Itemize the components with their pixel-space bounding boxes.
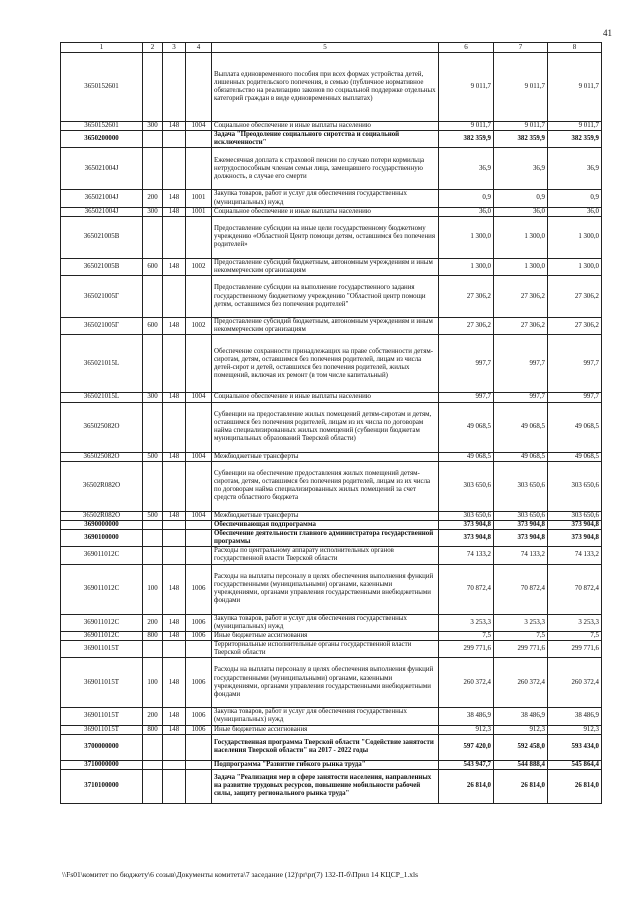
row-value-2019: 49 068,5	[494, 452, 548, 461]
row-ved: 148	[163, 614, 186, 631]
row-code: 365021015L	[61, 393, 143, 402]
file-path-footer: \\Fs01\комитет по бюджету\6 созыв\Документы комитета\7 заседание (12)\pr\pr(7) 132-П-б\Прил 14 КЦСР_1.xls	[62, 870, 419, 879]
row-value-2019: 997,7	[494, 335, 548, 393]
row-description: Обеспечивающая подпрограмма	[212, 520, 439, 529]
row-code: 369011015Т	[61, 640, 143, 657]
row-value-2020: 545 864,4	[548, 760, 602, 769]
row-value-2018: 26 814,0	[439, 769, 494, 803]
row-section	[186, 276, 212, 318]
table-row	[61, 658, 602, 708]
row-value-2019: 373 904,8	[494, 520, 548, 529]
table-row	[61, 520, 602, 529]
row-value-2019: 3 253,3	[494, 614, 548, 631]
row-vr: 100	[143, 658, 163, 708]
row-code: 36502R082О	[61, 511, 143, 520]
table-row	[61, 216, 602, 258]
row-description: Предоставление субсидий бюджетным, автономным учреждениям и иным некоммерческим организациям	[212, 318, 439, 335]
row-vr	[143, 760, 163, 769]
row-code: 365025082О	[61, 452, 143, 461]
row-code: 365021004J	[61, 148, 143, 190]
row-ved: 148	[163, 708, 186, 725]
row-value-2019: 382 359,9	[494, 131, 548, 148]
row-description: Государственная программа Тверской области "Содействие занятости населения Тверской области" на 2017 - 2022 годы	[212, 734, 439, 760]
row-ved	[163, 402, 186, 452]
row-vr	[143, 734, 163, 760]
row-vr: 300	[143, 122, 163, 131]
row-section: 1006	[186, 658, 212, 708]
row-vr	[143, 520, 163, 529]
row-description: Межбюджетные трансферты	[212, 511, 439, 520]
table-row	[61, 529, 602, 546]
row-ved: 148	[163, 564, 186, 614]
row-value-2018: 997,7	[439, 335, 494, 393]
row-vr: 600	[143, 318, 163, 335]
table-row	[61, 452, 602, 461]
row-ved	[163, 760, 186, 769]
table-body	[61, 53, 602, 804]
row-ved: 148	[163, 258, 186, 275]
table-row	[61, 402, 602, 452]
row-description: Иные бюджетные ассигнования	[212, 725, 439, 734]
row-description: Социальное обеспечение и иные выплаты населению	[212, 393, 439, 402]
row-code: 369011012С	[61, 547, 143, 564]
row-value-2020: 997,7	[548, 393, 602, 402]
table-row	[61, 769, 602, 803]
row-code: 3690000000	[61, 520, 143, 529]
row-value-2019: 592 458,0	[494, 734, 548, 760]
row-value-2018: 299 771,6	[439, 640, 494, 657]
row-section: 1006	[186, 708, 212, 725]
row-section	[186, 461, 212, 511]
page-number: 41	[603, 28, 612, 38]
row-vr	[143, 640, 163, 657]
row-value-2018: 303 650,6	[439, 461, 494, 511]
row-value-2020: 373 904,8	[548, 520, 602, 529]
row-ved	[163, 769, 186, 803]
row-code: 365025082О	[61, 402, 143, 452]
row-ved	[163, 520, 186, 529]
row-value-2020: 74 133,2	[548, 547, 602, 564]
row-value-2018: 9 011,7	[439, 53, 494, 122]
row-description: Предоставление субсидий бюджетным, автономным учреждениям и иным некоммерческим организациям	[212, 258, 439, 275]
row-description: Субвенции на обеспечение предоставления жилых помещений детям-сиротам, детям, оставшимся без попечения родителей, лицам из их числа по договорам найма специализированных жилых помещений за счет средств областного бюджета	[212, 461, 439, 511]
row-value-2020: 49 068,5	[548, 452, 602, 461]
row-value-2020: 70 872,4	[548, 564, 602, 614]
row-ved	[163, 734, 186, 760]
row-ved	[163, 335, 186, 393]
row-value-2019: 9 011,7	[494, 53, 548, 122]
row-code: 3710000000	[61, 760, 143, 769]
row-value-2019: 38 486,9	[494, 708, 548, 725]
row-value-2018: 997,7	[439, 393, 494, 402]
row-code: 3650200000	[61, 131, 143, 148]
row-description: Межбюджетные трансферты	[212, 452, 439, 461]
row-section: 1001	[186, 190, 212, 207]
row-value-2019: 299 771,6	[494, 640, 548, 657]
row-description: Закупка товаров, работ и услуг для обеспечения государственных (муниципальных) нужд	[212, 708, 439, 725]
row-value-2019: 0,9	[494, 190, 548, 207]
col-header-5: 5	[212, 43, 439, 53]
row-value-2018: 373 904,8	[439, 520, 494, 529]
row-value-2018: 1 300,0	[439, 258, 494, 275]
row-ved	[163, 216, 186, 258]
row-value-2019: 260 372,4	[494, 658, 548, 708]
row-ved: 148	[163, 658, 186, 708]
row-section	[186, 529, 212, 546]
row-value-2018: 260 372,4	[439, 658, 494, 708]
row-code: 365021004J	[61, 207, 143, 216]
table-row	[61, 708, 602, 725]
row-description: Расходы на выплаты персоналу в целях обеспечения выполнения функций государственными (муниципальными) органами, казенными учреждениями, органами управления государственными внебюджетными фондами	[212, 658, 439, 708]
row-vr	[143, 529, 163, 546]
row-section	[186, 402, 212, 452]
row-value-2019: 27 306,2	[494, 276, 548, 318]
col-header-7: 7	[494, 43, 548, 53]
row-value-2018: 9 011,7	[439, 122, 494, 131]
table-row	[61, 734, 602, 760]
row-description: Предоставление субсидии на выполнение государственного задания государственному бюджетному учреждению "Областной центр помощи детям, оставшимся без попечения родителей"	[212, 276, 439, 318]
table-row	[61, 122, 602, 131]
table-row	[61, 547, 602, 564]
row-vr: 500	[143, 511, 163, 520]
row-value-2020: 1 300,0	[548, 258, 602, 275]
row-value-2020: 9 011,7	[548, 122, 602, 131]
row-value-2020: 260 372,4	[548, 658, 602, 708]
row-value-2020: 997,7	[548, 335, 602, 393]
table-row	[61, 53, 602, 122]
row-value-2020: 49 068,5	[548, 402, 602, 452]
row-section	[186, 640, 212, 657]
row-code: 365021005Г	[61, 318, 143, 335]
col-header-6: 6	[439, 43, 494, 53]
row-value-2019: 49 068,5	[494, 402, 548, 452]
row-value-2018: 70 872,4	[439, 564, 494, 614]
row-ved	[163, 547, 186, 564]
row-section	[186, 53, 212, 122]
table-row	[61, 190, 602, 207]
row-description: Задача "Преодоление социального сиротства и социальной исключенности"	[212, 131, 439, 148]
table-row	[61, 725, 602, 734]
row-description: Расходы на выплаты персоналу в целях обеспечения выполнения функций государственными (муниципальными) органами, казенными учреждениями, органами управления государственными внебюджетными фондами	[212, 564, 439, 614]
row-code: 369011015Т	[61, 658, 143, 708]
row-vr	[143, 131, 163, 148]
row-section	[186, 734, 212, 760]
row-vr: 200	[143, 614, 163, 631]
row-value-2018: 1 300,0	[439, 216, 494, 258]
row-section	[186, 216, 212, 258]
row-value-2019: 26 814,0	[494, 769, 548, 803]
row-ved	[163, 276, 186, 318]
col-header-4: 4	[186, 43, 212, 53]
row-description: Обеспечение сохранности принадлежащих на праве собственности детям-сиротам, детям, оставшимся без попечения родителей, лицам из числа детей-сирот и детей, оставшихся без попечения родителей, жилых помещений, включая их ремонт (в том числе капитальный)	[212, 335, 439, 393]
table-row	[61, 461, 602, 511]
row-vr: 800	[143, 631, 163, 640]
table-row	[61, 131, 602, 148]
row-code: 369011012С	[61, 614, 143, 631]
row-value-2020: 299 771,6	[548, 640, 602, 657]
row-section	[186, 335, 212, 393]
row-value-2020: 36,9	[548, 148, 602, 190]
row-value-2020: 912,3	[548, 725, 602, 734]
row-value-2019: 36,0	[494, 207, 548, 216]
row-code: 365021004J	[61, 190, 143, 207]
row-value-2018: 7,5	[439, 631, 494, 640]
row-ved: 148	[163, 511, 186, 520]
row-value-2020: 382 359,9	[548, 131, 602, 148]
row-vr	[143, 402, 163, 452]
row-value-2019: 544 888,4	[494, 760, 548, 769]
table-row	[61, 640, 602, 657]
row-vr	[143, 769, 163, 803]
row-value-2020: 36,0	[548, 207, 602, 216]
row-vr	[143, 547, 163, 564]
row-value-2020: 0,9	[548, 190, 602, 207]
row-section: 1004	[186, 452, 212, 461]
row-section	[186, 769, 212, 803]
row-value-2019: 70 872,4	[494, 564, 548, 614]
row-vr	[143, 53, 163, 122]
row-value-2019: 7,5	[494, 631, 548, 640]
row-code: 3710100000	[61, 769, 143, 803]
row-value-2018: 27 306,2	[439, 276, 494, 318]
header-row	[61, 43, 602, 53]
table-row	[61, 318, 602, 335]
row-description: Выплата единовременного пособия при всех формах устройства детей, лишенных родительского попечения, в семью (публичное нормативное обязательство на реализацию законов по социальной поддержке отдельных категорий граждан в виде единовременных выплатах)	[212, 53, 439, 122]
row-vr: 500	[143, 452, 163, 461]
row-value-2018: 0,9	[439, 190, 494, 207]
row-section: 1004	[186, 122, 212, 131]
row-value-2020: 1 300,0	[548, 216, 602, 258]
row-section: 1002	[186, 318, 212, 335]
row-code: 365021015L	[61, 335, 143, 393]
row-value-2020: 7,5	[548, 631, 602, 640]
col-header-1: 1	[61, 43, 143, 53]
table-row	[61, 258, 602, 275]
row-vr: 300	[143, 207, 163, 216]
table-row	[61, 564, 602, 614]
table-row	[61, 148, 602, 190]
row-ved: 148	[163, 207, 186, 216]
row-description: Социальное обеспечение и иные выплаты населению	[212, 207, 439, 216]
row-ved	[163, 461, 186, 511]
row-ved	[163, 529, 186, 546]
row-value-2018: 74 133,2	[439, 547, 494, 564]
row-section: 1006	[186, 631, 212, 640]
row-vr: 300	[143, 393, 163, 402]
row-vr	[143, 148, 163, 190]
row-description: Субвенции на предоставление жилых помещений детям-сиротам и детям, оставшимся без попечения родителей, лицам из их числа по договорам найма специализированных жилых помещений (субвенции бюджетам муниципальных образований Тверской области)	[212, 402, 439, 452]
row-description: Закупка товаров, работ и услуг для обеспечения государственных (муниципальных) нужд	[212, 614, 439, 631]
row-value-2018: 303 650,6	[439, 511, 494, 520]
row-ved	[163, 148, 186, 190]
row-code: 369011012С	[61, 631, 143, 640]
row-value-2020: 9 011,7	[548, 53, 602, 122]
row-code: 3700000000	[61, 734, 143, 760]
row-value-2020: 593 434,0	[548, 734, 602, 760]
col-header-2: 2	[143, 43, 163, 53]
row-description: Обеспечение деятельности главного администратора государственной программы	[212, 529, 439, 546]
row-section: 1004	[186, 393, 212, 402]
row-value-2018: 27 306,2	[439, 318, 494, 335]
row-ved: 148	[163, 725, 186, 734]
row-ved: 148	[163, 393, 186, 402]
row-section	[186, 547, 212, 564]
row-value-2019: 74 133,2	[494, 547, 548, 564]
col-header-3: 3	[163, 43, 186, 53]
row-section: 1002	[186, 258, 212, 275]
row-value-2019: 303 650,6	[494, 461, 548, 511]
row-description: Иные бюджетные ассигнования	[212, 631, 439, 640]
row-vr: 100	[143, 564, 163, 614]
row-value-2018: 49 068,5	[439, 452, 494, 461]
row-value-2019: 997,7	[494, 393, 548, 402]
row-code: 365021005B	[61, 216, 143, 258]
row-vr	[143, 216, 163, 258]
row-value-2019: 373 904,8	[494, 529, 548, 546]
row-vr	[143, 276, 163, 318]
row-code: 3690100000	[61, 529, 143, 546]
row-value-2018: 38 486,9	[439, 708, 494, 725]
row-section: 1004	[186, 511, 212, 520]
row-value-2020: 27 306,2	[548, 276, 602, 318]
row-value-2020: 26 814,0	[548, 769, 602, 803]
row-value-2020: 373 904,8	[548, 529, 602, 546]
row-ved: 148	[163, 318, 186, 335]
row-vr	[143, 335, 163, 393]
row-vr	[143, 461, 163, 511]
row-value-2020: 27 306,2	[548, 318, 602, 335]
row-section	[186, 131, 212, 148]
row-code: 36502R082О	[61, 461, 143, 511]
row-value-2020: 303 650,6	[548, 461, 602, 511]
row-description: Задача "Реализация мер в сфере занятости населения, направленных на развитие трудовых ресурсов, повышение мобильности рабочей силы, защиту регионального рынка труда"	[212, 769, 439, 803]
table-row	[61, 631, 602, 640]
row-value-2018: 49 068,5	[439, 402, 494, 452]
row-ved: 148	[163, 631, 186, 640]
table-row	[61, 614, 602, 631]
row-value-2019: 36,9	[494, 148, 548, 190]
row-value-2019: 27 306,2	[494, 318, 548, 335]
table-row	[61, 335, 602, 393]
row-description: Социальное обеспечение и иные выплаты населению	[212, 122, 439, 131]
row-value-2020: 3 253,3	[548, 614, 602, 631]
row-ved	[163, 53, 186, 122]
row-description: Расходы по центральному аппарату исполнительных органов государственной власти Тверской области	[212, 547, 439, 564]
table-row	[61, 511, 602, 520]
row-value-2019: 912,3	[494, 725, 548, 734]
row-section: 1001	[186, 207, 212, 216]
row-code: 369011015Т	[61, 708, 143, 725]
table-row	[61, 276, 602, 318]
budget-table	[60, 42, 602, 804]
row-code: 365021005Г	[61, 276, 143, 318]
row-code: 3650152601	[61, 53, 143, 122]
row-value-2019: 303 650,6	[494, 511, 548, 520]
row-vr: 200	[143, 708, 163, 725]
row-value-2018: 543 947,7	[439, 760, 494, 769]
row-ved: 148	[163, 122, 186, 131]
row-code: 369011012С	[61, 564, 143, 614]
row-section	[186, 520, 212, 529]
row-vr: 800	[143, 725, 163, 734]
row-description: Ежемесячная доплата к страховой пенсии по случаю потери кормильца нетрудоспособным членам семьи лица, замещавшего государственную должность, в случае его смерти	[212, 148, 439, 190]
row-value-2018: 3 253,3	[439, 614, 494, 631]
row-vr: 600	[143, 258, 163, 275]
row-section: 1006	[186, 564, 212, 614]
row-value-2019: 9 011,7	[494, 122, 548, 131]
row-section: 1006	[186, 614, 212, 631]
table-row	[61, 207, 602, 216]
row-value-2019: 1 300,0	[494, 258, 548, 275]
col-header-8: 8	[548, 43, 602, 53]
row-value-2018: 597 420,0	[439, 734, 494, 760]
row-value-2018: 373 904,8	[439, 529, 494, 546]
row-value-2019: 1 300,0	[494, 216, 548, 258]
row-description: Закупка товаров, работ и услуг для обеспечения государственных (муниципальных) нужд	[212, 190, 439, 207]
row-value-2020: 303 650,6	[548, 511, 602, 520]
row-description: Подпрограмма "Развитие гибкого рынка труда"	[212, 760, 439, 769]
row-vr: 200	[143, 190, 163, 207]
row-code: 365021005B	[61, 258, 143, 275]
row-ved: 148	[163, 452, 186, 461]
row-value-2018: 912,3	[439, 725, 494, 734]
table-row	[61, 393, 602, 402]
table-row	[61, 760, 602, 769]
row-section	[186, 148, 212, 190]
row-value-2020: 38 486,9	[548, 708, 602, 725]
row-value-2018: 36,9	[439, 148, 494, 190]
row-ved	[163, 640, 186, 657]
row-value-2018: 382 359,9	[439, 131, 494, 148]
row-section	[186, 760, 212, 769]
row-code: 3650152601	[61, 122, 143, 131]
row-ved	[163, 131, 186, 148]
row-section: 1006	[186, 725, 212, 734]
row-ved: 148	[163, 190, 186, 207]
row-description: Предоставление субсидии на иные цели государственному бюджетному учреждению «Областной Центр помощи детям, оставшимся без попечения родителей»	[212, 216, 439, 258]
row-value-2018: 36,0	[439, 207, 494, 216]
row-code: 369011015Т	[61, 725, 143, 734]
row-description: Территориальные исполнительные органы государственной власти Тверской области	[212, 640, 439, 657]
